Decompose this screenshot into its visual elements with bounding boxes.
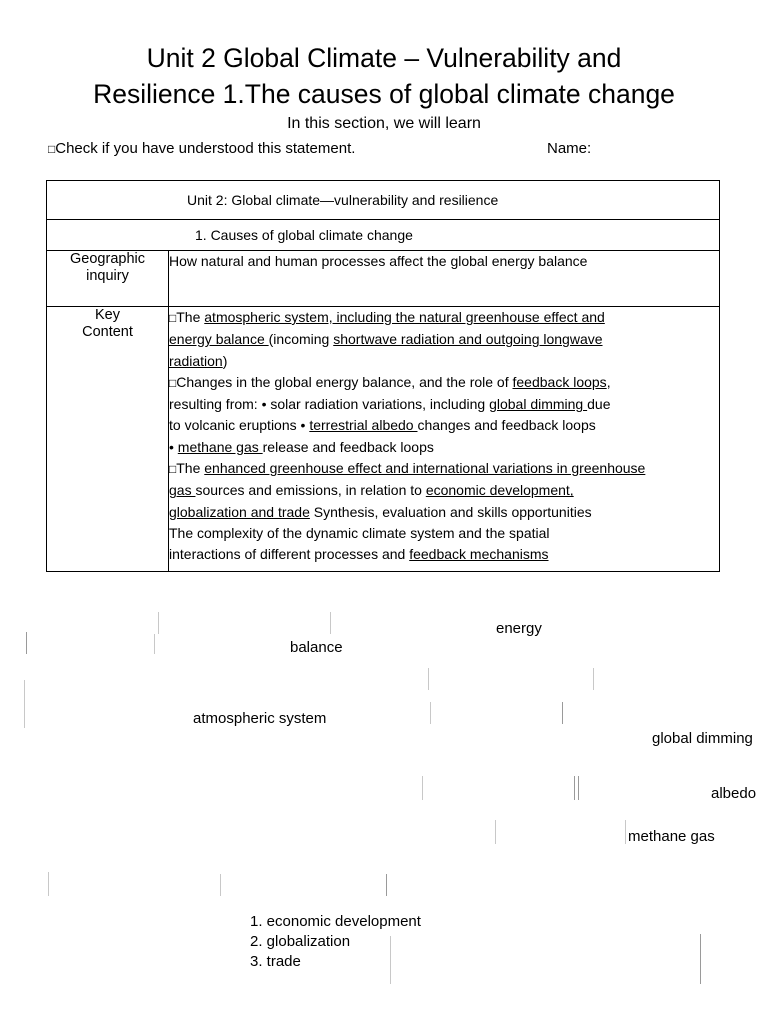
unit-table xyxy=(46,180,720,572)
key-content-row xyxy=(47,307,720,572)
title-line-1: Unit 2 Global Climate – Vulnerability and xyxy=(146,43,622,73)
checkbox-icon[interactable]: □ xyxy=(169,462,177,477)
fragment-atmospheric-system: atmospheric system xyxy=(193,710,327,727)
scan-mark xyxy=(220,874,221,896)
title-line-2: Resilience 1.The causes of global climate change xyxy=(93,79,675,109)
inquiry-label-line-2: inquiry xyxy=(86,268,129,284)
scan-mark xyxy=(154,634,155,654)
page-title xyxy=(0,40,768,112)
content-line: □The atmospheric system, including the natural greenhouse effect and xyxy=(169,309,605,325)
content-line: resulting from: • solar radiation variations, including global dimming due xyxy=(169,396,611,413)
content-line: to volcanic eruptions • terrestrial albedo changes and feedback loops xyxy=(169,417,596,434)
content-line: energy balance (incoming shortwave radiation and outgoing longwave xyxy=(169,331,603,348)
scan-mark xyxy=(578,776,579,800)
scan-mark xyxy=(48,872,49,896)
section-heading: 1. Causes of global climate change xyxy=(195,227,413,243)
unit-heading-row xyxy=(47,181,720,220)
unit-heading: Unit 2: Global climate—vulnerability and resilience xyxy=(187,192,499,208)
content-line: globalization and trade Synthesis, evaluation and skills opportunities xyxy=(169,503,592,520)
content-line: The complexity of the dynamic climate system and the spatial xyxy=(169,524,550,541)
content-line: gas sources and emissions, in relation to economic development, xyxy=(169,482,574,499)
scan-mark xyxy=(593,668,594,690)
list-item: 2. globalization xyxy=(250,933,351,950)
checkbox-icon[interactable]: □ xyxy=(48,142,56,156)
key-content-label xyxy=(47,307,169,572)
fragment-global-dimming: global dimming xyxy=(652,730,753,747)
scan-mark xyxy=(428,668,429,690)
content-line: radiation) xyxy=(169,352,228,369)
scan-mark xyxy=(24,680,25,728)
scan-mark xyxy=(26,632,27,654)
scan-mark xyxy=(386,874,387,896)
inquiry-label-line-1: Geographic xyxy=(70,251,145,267)
key-content-text xyxy=(169,307,720,572)
scan-mark xyxy=(562,702,563,724)
list-item: 3. trade xyxy=(250,953,301,970)
scan-mark xyxy=(430,702,431,724)
scan-mark xyxy=(700,934,701,984)
section-intro: In this section, we will learn xyxy=(287,115,481,132)
checkbox-icon[interactable]: □ xyxy=(169,375,177,390)
key-content-label-line-1: Key xyxy=(95,307,120,323)
fragment-methane-gas: methane gas xyxy=(628,828,715,845)
scan-mark xyxy=(574,776,575,800)
understanding-check-line xyxy=(48,140,748,158)
check-statement: Check if you have understood this statement. xyxy=(55,140,356,157)
inquiry-label xyxy=(47,251,169,307)
list-item: 1. economic development xyxy=(250,913,421,930)
content-line: interactions of different processes and feedback mechanisms xyxy=(169,546,549,563)
section-heading-row xyxy=(47,220,720,251)
checkbox-icon[interactable]: □ xyxy=(169,311,177,325)
fragment-balance: balance xyxy=(290,639,343,656)
scan-mark xyxy=(495,820,496,844)
scan-mark xyxy=(330,612,331,634)
content-line: □Changes in the global energy balance, and the role of feedback loops, xyxy=(169,373,611,390)
fragment-albedo: albedo xyxy=(711,785,757,802)
key-content-label-line-2: Content xyxy=(82,324,133,340)
inquiry-text: How natural and human processes affect the global energy balance xyxy=(169,251,720,307)
content-line: □The enhanced greenhouse effect and international variations in greenhouse xyxy=(169,460,646,477)
scan-mark xyxy=(625,820,626,844)
fragment-energy: energy xyxy=(496,620,542,637)
economic-factors-list xyxy=(250,912,421,972)
scan-mark xyxy=(158,612,159,634)
inquiry-row xyxy=(47,251,720,307)
content-line: • methane gas release and feedback loops xyxy=(169,438,434,455)
scan-mark xyxy=(422,776,423,800)
name-label: Name: xyxy=(547,140,592,157)
